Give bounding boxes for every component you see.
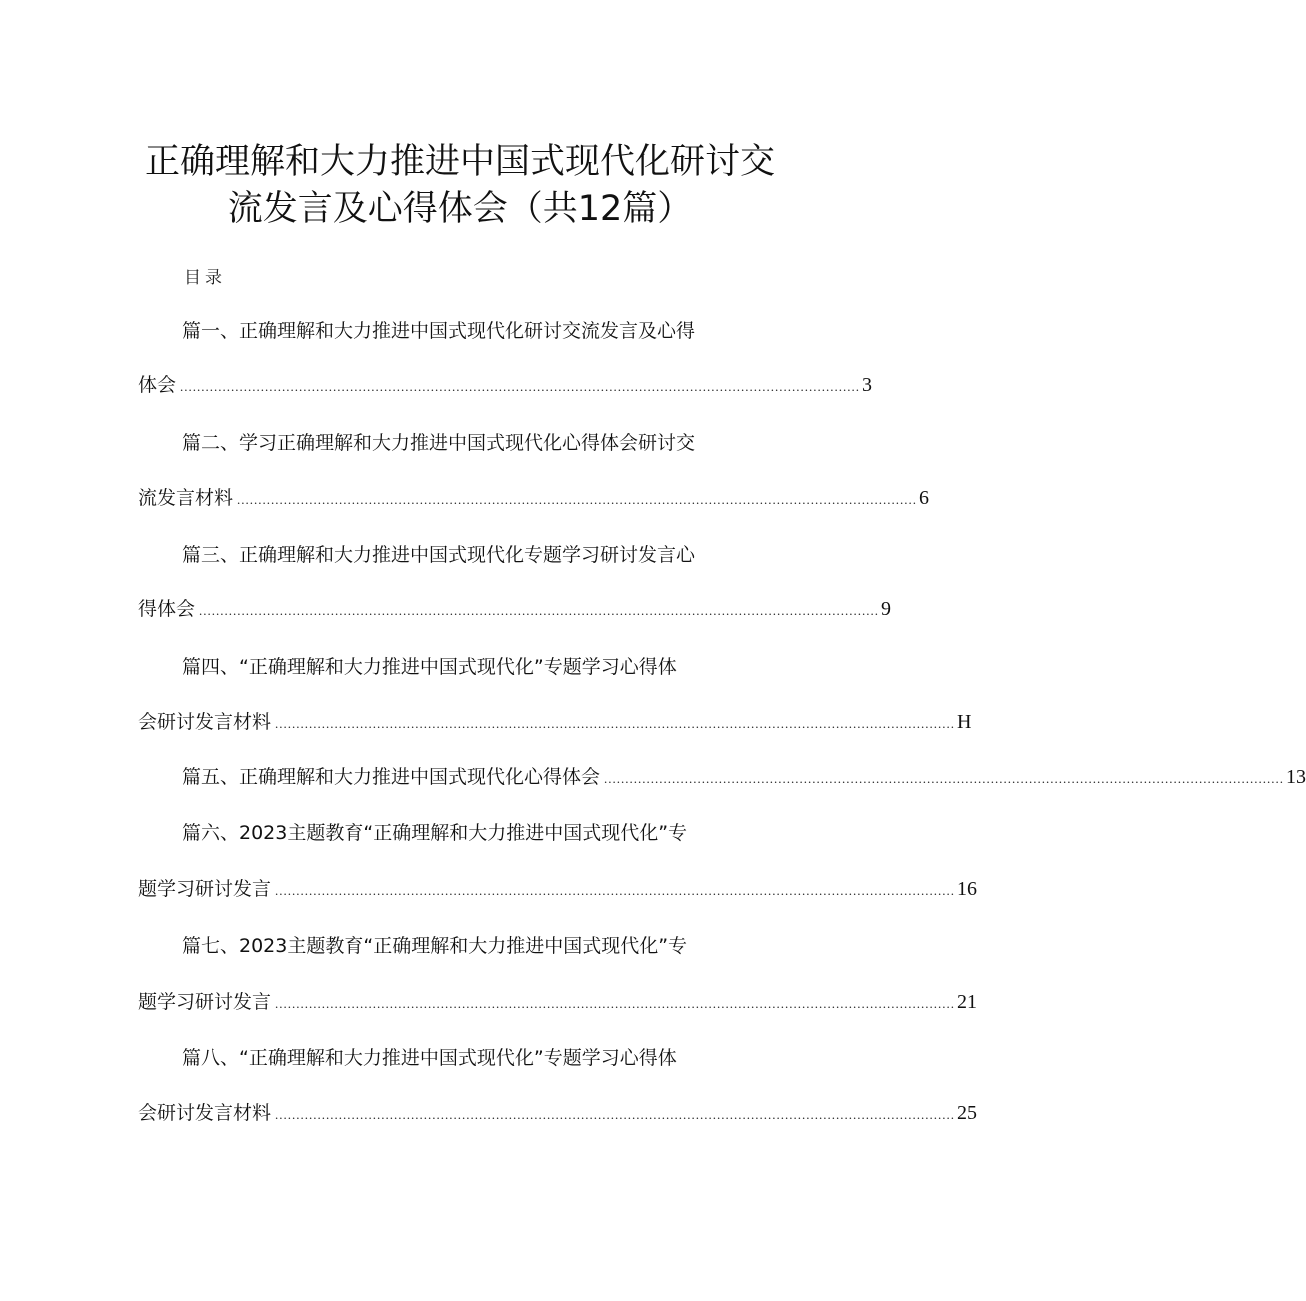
toc-entry-7-continuation[interactable] [138,990,978,1016]
toc-leader-dots: ................................................................................................................................................................ [275,996,956,1011]
toc-entry-2-page: 6 [919,487,930,509]
toc-entry-5[interactable] [182,765,1306,791]
toc-entry-3-title[interactable]: 篇三、正确理解和大力推进中国式现代化专题学习研讨发言心 [182,544,696,566]
toc-entry-4-continuation[interactable] [138,710,972,736]
toc-entry-6-title[interactable]: 篇六、2023主题教育“正确理解和大力推进中国式现代化”专 [182,822,688,844]
document-title-line-2: 流发言及心得体会（共12篇） [227,189,693,229]
toc-entry-3-page: 9 [881,598,892,620]
toc-entry-5-page: 13 [1286,766,1306,788]
toc-entry-6-continuation[interactable] [138,877,978,903]
toc-entry-1-continuation[interactable] [138,373,873,399]
toc-heading: 目录 [184,268,226,288]
toc-entry-4-page: H [957,711,972,733]
toc-entry-1-title[interactable]: 篇一、正确理解和大力推进中国式现代化研讨交流发言及心得 [182,320,696,342]
toc-leader-dots: ................................................................................................................................................................ [275,1107,956,1122]
toc-leader-dots: ................................................................................................................................................................ [237,492,918,507]
toc-leader-dots: ................................................................................................................................................................ [604,771,1285,786]
toc-entry-2-title[interactable]: 篇二、学习正确理解和大力推进中国式现代化心得体会研讨交 [182,432,696,454]
toc-entry-8-title-end: 会研讨发言材料 [138,1102,272,1124]
toc-leader-dots: ................................................................................................................................................................ [275,883,956,898]
toc-entry-3-title-end: 得体会 [138,598,196,620]
toc-entry-4-title[interactable]: 篇四、“正确理解和大力推进中国式现代化”专题学习心得体 [182,656,677,678]
toc-entry-6-page: 16 [957,878,978,900]
toc-entry-7-title-end: 题学习研讨发言 [138,991,272,1013]
toc-entry-6-title-end: 题学习研讨发言 [138,878,272,900]
toc-entry-1-page: 3 [862,374,873,396]
toc-entry-2-title-end: 流发言材料 [138,487,234,509]
toc-entry-5-title: 篇五、正确理解和大力推进中国式现代化心得体会 [182,766,601,788]
toc-entry-1-title-end: 体会 [138,374,177,396]
toc-leader-dots: ................................................................................................................................................................ [180,379,861,394]
document-title-line-1: 正确理解和大力推进中国式现代化研讨交 [144,142,775,182]
toc-entry-8-title[interactable]: 篇八、“正确理解和大力推进中国式现代化”专题学习心得体 [182,1047,677,1069]
toc-entry-8-continuation[interactable] [138,1101,978,1127]
toc-entry-4-title-end: 会研讨发言材料 [138,711,272,733]
toc-entry-2-continuation[interactable] [138,486,930,512]
toc-leader-dots: ................................................................................................................................................................ [199,603,880,618]
toc-entry-8-page: 25 [957,1102,978,1124]
toc-entry-3-continuation[interactable] [138,597,892,623]
toc-leader-dots: ................................................................................................................................................................ [275,716,956,731]
toc-entry-7-title[interactable]: 篇七、2023主题教育“正确理解和大力推进中国式现代化”专 [182,935,688,957]
toc-entry-7-page: 21 [957,991,978,1013]
